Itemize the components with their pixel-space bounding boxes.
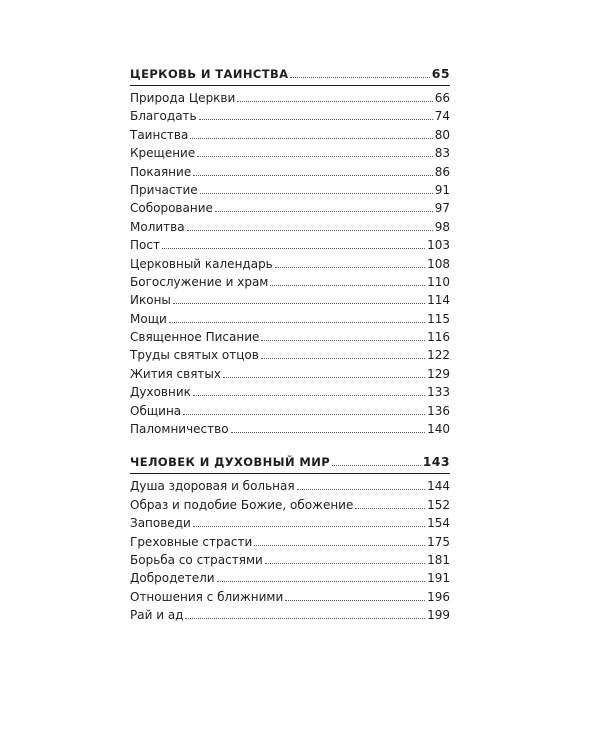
entry-title: Добродетели <box>130 571 215 586</box>
toc-entry <box>130 551 450 569</box>
toc-entry <box>130 144 450 162</box>
entry-title: Покаяние <box>130 164 192 179</box>
toc-entry <box>130 255 450 273</box>
entry-page-number: 97 <box>434 201 450 216</box>
entry-title: Соборование <box>130 201 213 216</box>
entry-page-number: 154 <box>427 516 450 531</box>
entry-title: Крещение <box>130 146 196 161</box>
dot-leader <box>261 340 425 341</box>
section-title: ЧЕЛОВЕК И ДУХОВНЫЙ МИР <box>130 455 331 470</box>
toc-entry <box>130 606 450 624</box>
section-page-number: 65 <box>431 66 450 81</box>
entry-page-number: 110 <box>427 274 450 289</box>
entry-page-number: 66 <box>434 91 450 105</box>
dot-leader <box>223 377 425 378</box>
dot-leader <box>254 545 425 546</box>
dot-leader <box>185 618 425 619</box>
dot-leader <box>193 526 425 527</box>
entry-title: Образ и подобие Божие, обожение <box>130 497 354 512</box>
entry-page-number: 115 <box>427 311 450 326</box>
toc-entry <box>130 199 450 217</box>
entry-page-number: 103 <box>427 238 450 253</box>
toc-entry <box>130 533 450 551</box>
toc-entry <box>130 383 450 401</box>
entry-page-number: 83 <box>434 146 450 161</box>
entry-title: Жития святых <box>130 366 222 381</box>
entry-page-number: 175 <box>427 534 450 549</box>
toc-entry <box>130 496 450 514</box>
toc-entry <box>130 420 450 438</box>
entry-title: Причастие <box>130 182 198 197</box>
toc-entry <box>130 365 450 383</box>
dot-leader <box>270 285 425 286</box>
entry-page-number: 152 <box>427 497 450 512</box>
entry-page-number: 129 <box>427 366 450 381</box>
toc-entry <box>130 402 450 420</box>
entry-page-number: 114 <box>427 293 450 308</box>
dot-leader <box>162 248 425 249</box>
entry-title: Греховные страсти <box>130 534 253 549</box>
toc-entry <box>130 163 450 181</box>
entry-title: Заповеди <box>130 516 191 531</box>
dot-leader <box>261 358 425 359</box>
entry-page-number: 91 <box>434 182 450 197</box>
entry-title: Паломничество <box>130 422 229 437</box>
section-page-number: 143 <box>422 454 450 470</box>
toc-section <box>130 64 450 438</box>
toc-entry <box>130 328 450 346</box>
dot-leader <box>217 581 425 582</box>
toc-entry <box>130 273 450 291</box>
section-heading <box>130 452 450 472</box>
entry-page-number: 98 <box>434 219 450 234</box>
dot-leader <box>275 267 425 268</box>
toc-entry <box>130 588 450 606</box>
entry-title: Священное Писание <box>130 330 260 345</box>
dot-leader <box>193 175 433 176</box>
dot-leader <box>183 414 425 415</box>
entry-page-number: 191 <box>427 571 450 586</box>
entry-title: Благодать <box>130 109 197 124</box>
toc-entry <box>130 477 450 495</box>
toc-section <box>130 452 450 624</box>
entry-title: Богослужение и храм <box>130 274 269 289</box>
entry-page-number: 199 <box>427 608 450 623</box>
entry-page-number: 136 <box>427 403 450 418</box>
entry-page-number: 181 <box>427 552 450 567</box>
entry-title: Мощи <box>130 311 167 326</box>
toc-entry <box>130 126 450 144</box>
dot-leader <box>290 77 429 78</box>
dot-leader <box>187 230 433 231</box>
dot-leader <box>265 563 425 564</box>
toc-entry <box>130 107 450 125</box>
entry-page-number: 86 <box>434 164 450 179</box>
toc-entry <box>130 218 450 236</box>
entry-title: Природа Церкви <box>130 91 236 105</box>
entry-page-number: 116 <box>427 330 450 345</box>
dot-leader <box>190 138 432 139</box>
dot-leader <box>200 193 433 194</box>
section-heading <box>130 64 450 84</box>
dot-leader <box>355 508 425 509</box>
entry-page-number: 144 <box>427 479 450 494</box>
entry-title: Отношения с ближними <box>130 589 284 604</box>
section-title: ЦЕРКОВЬ И ТАИНСТВА <box>130 67 289 81</box>
dot-leader <box>231 432 426 433</box>
entry-title: Иконы <box>130 293 171 308</box>
entry-title: Борьба со страстями <box>130 552 263 567</box>
entry-title: Община <box>130 403 182 418</box>
dot-leader <box>285 600 425 601</box>
section-divider <box>130 85 450 86</box>
toc-entry <box>130 514 450 532</box>
dot-leader <box>215 211 433 212</box>
dot-leader <box>297 489 426 490</box>
entry-title: Церковный календарь <box>130 256 273 271</box>
toc-entry <box>130 569 450 587</box>
entry-page-number: 140 <box>427 422 450 437</box>
entry-title: Душа здоровая и больная <box>130 479 295 494</box>
entry-page-number: 80 <box>434 127 450 142</box>
toc-entry <box>130 346 450 364</box>
toc-entry <box>130 236 450 254</box>
dot-leader <box>197 156 432 157</box>
entry-page-number: 122 <box>427 348 450 363</box>
dot-leader <box>332 465 421 466</box>
entry-title: Таинства <box>130 127 189 142</box>
entry-page-number: 108 <box>427 256 450 271</box>
dot-leader <box>173 303 425 304</box>
table-of-contents <box>130 64 450 639</box>
entry-title: Духовник <box>130 385 191 400</box>
dot-leader <box>169 322 425 323</box>
dot-leader <box>193 395 425 396</box>
entry-title: Пост <box>130 238 160 253</box>
entry-title: Труды святых отцов <box>130 348 259 363</box>
toc-entry <box>130 89 450 107</box>
toc-entry <box>130 310 450 328</box>
toc-entry <box>130 181 450 199</box>
dot-leader <box>199 119 433 120</box>
entry-page-number: 74 <box>434 109 450 124</box>
entry-title: Рай и ад <box>130 608 184 623</box>
dot-leader <box>237 101 432 102</box>
entry-page-number: 196 <box>427 589 450 604</box>
toc-entry <box>130 291 450 309</box>
section-divider <box>130 473 450 474</box>
entry-title: Молитва <box>130 219 185 234</box>
entry-page-number: 133 <box>427 385 450 400</box>
